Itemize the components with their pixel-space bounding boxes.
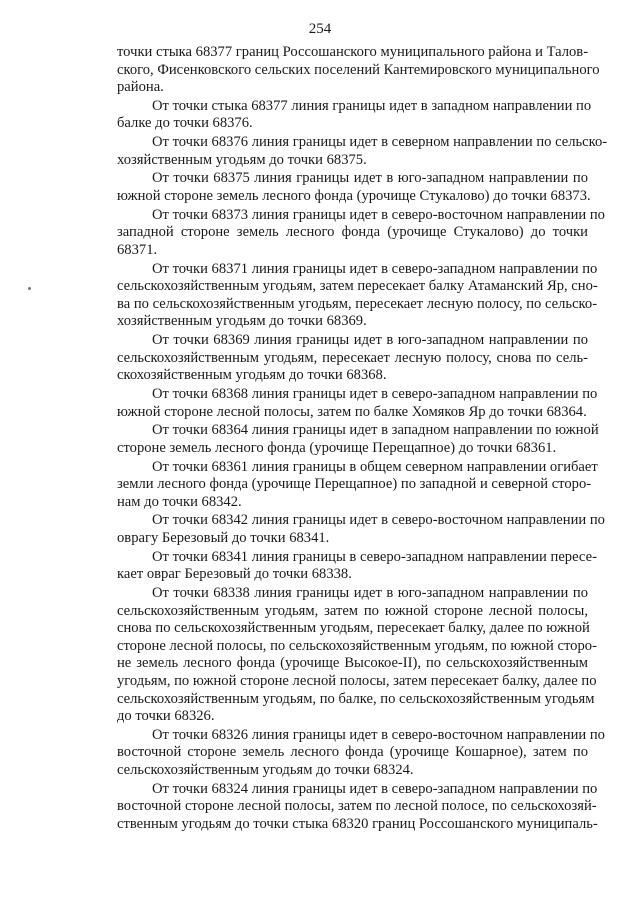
text-line: кает овраг Березовый до точки 68338. bbox=[117, 566, 352, 583]
paragraph bbox=[117, 260, 598, 331]
text-line: стороне земель лесного фонда (урочище Перещапное) до точки 68361. bbox=[117, 439, 557, 456]
text-line: От точки 68371 линия границы идет в северо-западном направлении по bbox=[152, 260, 598, 277]
text-line: От точки 68369 линия границы идет в юго-западном направлении по bbox=[152, 332, 588, 349]
text-line: От точки 68342 линия границы идет в северо-восточном направлении по bbox=[152, 512, 605, 529]
text-line: От точки 68338 линия границы идет в юго-западном направлении по bbox=[152, 584, 588, 601]
text-line: до точки 68326. bbox=[117, 708, 215, 725]
paragraph bbox=[117, 422, 599, 457]
paragraph bbox=[117, 726, 605, 780]
text-line: От точки 68376 линия границы идет в северном направлении по сельско- bbox=[152, 134, 608, 151]
text-line: не земель лесного фонда (урочище Высокое-II), по сельскохозяйственным bbox=[117, 655, 588, 672]
text-line: угодьям, по южной стороне лесной полосы, затем пересекает балку, далее по bbox=[117, 672, 597, 689]
text-line: нам до точки 68342. bbox=[117, 493, 242, 510]
text-line: От точки 68368 линия границы идет в северо-западном направлении по bbox=[152, 385, 598, 402]
text-line: От точки стыка 68377 линия границы идет в западном направлении по bbox=[152, 97, 592, 114]
paragraph bbox=[117, 512, 605, 547]
text-line: восточной стороне лесной полосы, затем по лесной полосе, по сельскохозяй- bbox=[117, 798, 597, 815]
text-line: сельскохозяйственным угодьям, затем по южной стороне лесной полосы, bbox=[117, 602, 588, 619]
paragraph bbox=[117, 332, 588, 385]
document-body bbox=[117, 44, 608, 835]
text-line: От точки 68373 линия границы идет в северо-восточном направлении по bbox=[152, 206, 605, 223]
text-line: ского, Фисенковского сельских поселений Кантемировского муниципального bbox=[117, 61, 600, 78]
text-line: сельскохозяйственным угодьям, по балке, по сельскохозяйственным угодьям bbox=[117, 690, 595, 707]
text-line: ственным угодьям до точки стыка 68320 границ Россошанского муниципаль- bbox=[117, 815, 598, 832]
text-line: западной стороне земель лесного фонда (урочище Стукалово) до точки bbox=[117, 224, 588, 241]
text-line: хозяйственным угодьям до точки 68369. bbox=[117, 313, 367, 330]
paragraph bbox=[117, 548, 597, 584]
text-line: сельскохозяйственным угодьям, затем пересекает балку Атаманский Яр, сно- bbox=[117, 278, 598, 295]
paragraph bbox=[117, 97, 592, 133]
text-line: От точки 68324 линия границы идет в северо-западном направлении по bbox=[152, 780, 598, 797]
text-line: южной стороне лесной полосы, затем по балке Хомяков Яр до точки 68364. bbox=[117, 403, 587, 420]
text-line: снова по сельскохозяйственным угодьям, пересекает балку, далее по южной bbox=[117, 620, 590, 637]
paragraph bbox=[117, 385, 598, 421]
text-line: оврагу Березовый до точки 68341. bbox=[117, 529, 330, 546]
text-line: района. bbox=[117, 79, 164, 96]
text-line: От точки 68375 линия границы идет в юго-западном направлении по bbox=[152, 170, 588, 187]
text-line: От точки 68326 линия границы идет в северо-восточном направлении по bbox=[152, 726, 605, 743]
text-line: 68371. bbox=[117, 241, 158, 258]
paragraph bbox=[117, 458, 598, 512]
text-line: сельскохозяйственным угодьям до точки 68324. bbox=[117, 761, 414, 778]
text-line: южной стороне земель лесного фонда (урочище Стукалово) до точки 68373. bbox=[117, 188, 591, 205]
text-line: скохозяйственным угодьям до точки 68368. bbox=[117, 367, 387, 384]
paragraph bbox=[117, 206, 605, 260]
text-line: сельскохозяйственным угодьям, пересекает лесную полосу, снова по сель- bbox=[117, 349, 588, 366]
text-line: балке до точки 68376. bbox=[117, 115, 253, 132]
text-line: От точки 68341 линия границы в северо-западном направлении пересе- bbox=[152, 548, 597, 565]
text-line: точки стыка 68377 границ Россошанского муниципального района и Талов- bbox=[117, 44, 589, 60]
text-line: хозяйственным угодьям до точки 68375. bbox=[117, 151, 367, 168]
paragraph bbox=[117, 780, 598, 834]
text-line: стороне лесной полосы, по сельскохозяйственным угодьям, по южной сторо- bbox=[117, 637, 597, 654]
paragraph bbox=[117, 134, 608, 169]
paragraph bbox=[117, 584, 597, 726]
text-line: От точки 68364 линия границы идет в западном направлении по южной bbox=[152, 422, 599, 439]
paragraph bbox=[117, 170, 591, 205]
paragraph bbox=[117, 44, 600, 97]
text-line: ва по сельскохозяйственным угодьям, пересекает лесную полосу, по сельско- bbox=[117, 295, 598, 312]
page-number: 254 bbox=[308, 21, 332, 37]
text-line: восточной стороне земель лесного фонда (урочище Кошарное), затем по bbox=[117, 744, 588, 761]
text-line: От точки 68361 линия границы в общем северном направлении огибает bbox=[152, 458, 598, 475]
scan-speck bbox=[28, 287, 31, 290]
text-line: земли лесного фонда (урочище Перещапное) по западной и северной сторо- bbox=[117, 476, 592, 493]
